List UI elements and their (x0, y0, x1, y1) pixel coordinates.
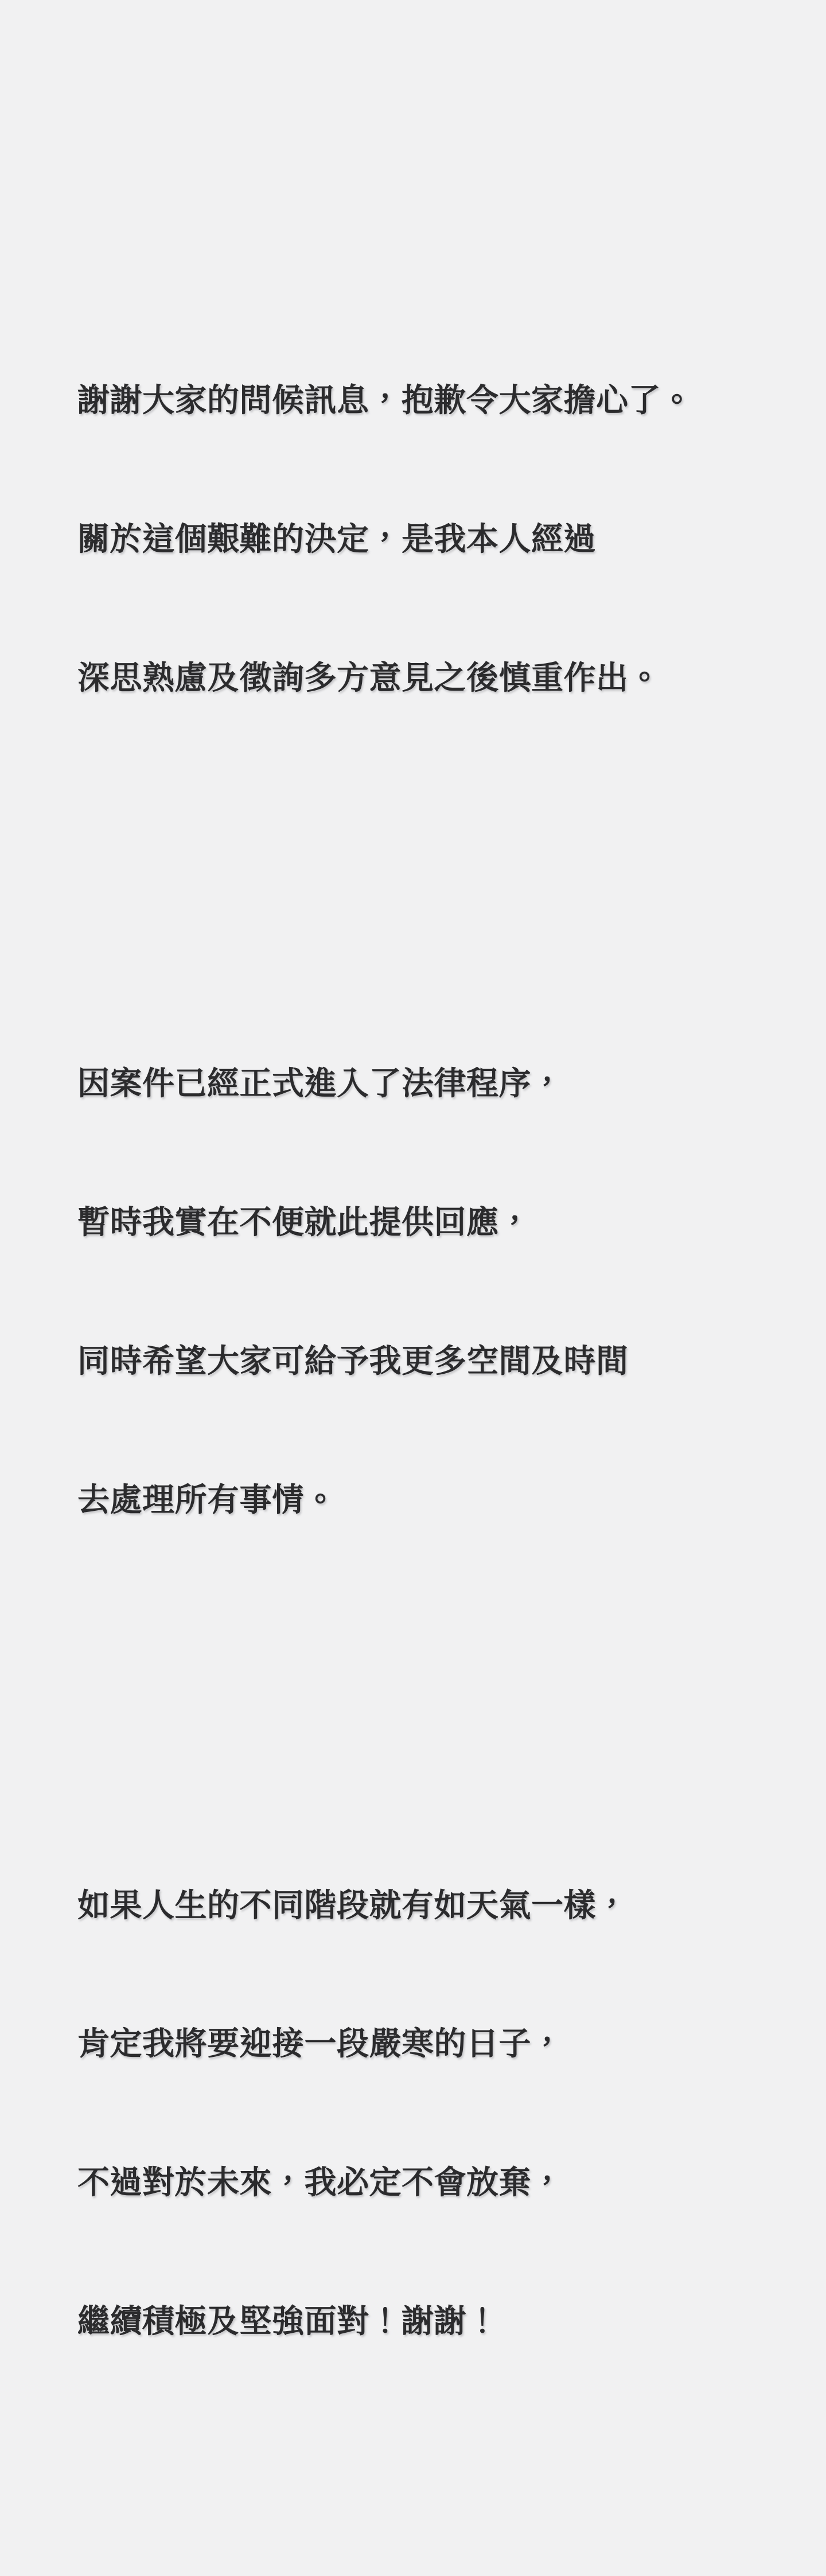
statement-line: 肯定我將要迎接一段嚴寒的日子， (77, 2025, 564, 2062)
paragraph-2 (77, 968, 763, 1616)
statement-line: 如果人生的不同階段就有如天氣一樣， (77, 1887, 629, 1923)
statement-line: 因案件已經正式進入了法律程序， (77, 1065, 564, 1101)
paragraph-3 (77, 1790, 763, 2437)
statement-line: 去處理所有事情。 (77, 1481, 337, 1518)
statement-line: 同時希望大家可給予我更多空間及時間 (77, 1342, 629, 1379)
statement-line: 謝謝大家的問候訊息，抱歉令大家擔心了。 (77, 382, 693, 419)
statement-line: 不過對於未來，我必定不會放棄， (77, 2164, 564, 2201)
statement-text (77, 146, 763, 2576)
statement-line: 繼續積極及堅強面對！謝謝！ (77, 2303, 499, 2340)
statement-line: 深思熟慮及徵詢多方意見之後慎重作出。 (77, 659, 661, 696)
paragraph-1 (77, 285, 763, 794)
statement-line: 關於這個艱難的決定，是我本人經過 (77, 521, 596, 557)
statement-line: 暫時我實在不便就此提供回應， (77, 1203, 531, 1240)
